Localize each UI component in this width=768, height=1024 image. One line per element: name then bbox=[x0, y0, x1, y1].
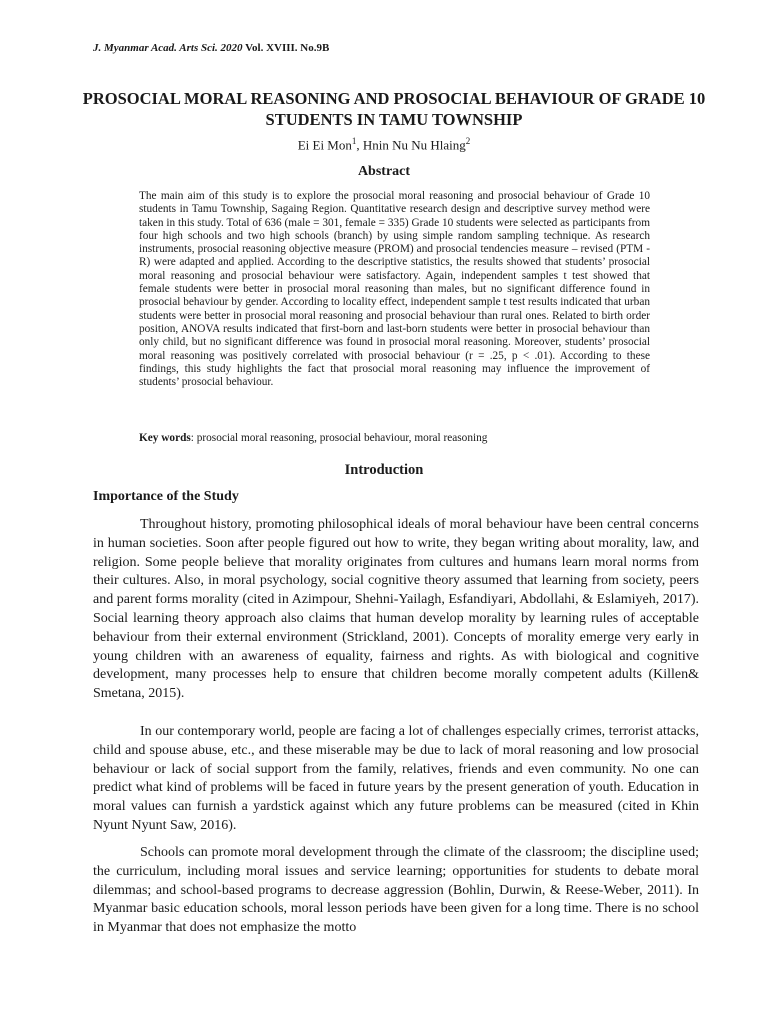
journal-citation bbox=[93, 42, 329, 54]
section-heading-introduction: Introduction bbox=[344, 462, 424, 478]
keywords-text: : prosocial moral reasoning, prosocial behaviour, moral reasoning bbox=[190, 432, 488, 444]
keywords-line bbox=[139, 432, 650, 445]
body-paragraph-3: Schools can promote moral development through the climate of the classroom; the discipline used; the curriculum, including moral issues and service learning; opportunities for students to debate moral dilemmas; and school-based programs to decrease aggression (Bohlin, Durwin, & Reese-Weber, 2011). In Myanmar basic education schools, moral lesson periods have been given for a long time. There is no school in Myanmar that does not emphasize the motto bbox=[93, 845, 699, 936]
abstract-text: The main aim of this study is to explore the prosocial moral reasoning and prosocial behaviour of Grade 10 students in Tamu Township, Sagaing Region. Quantitative research design and descriptive survey method were taken in this study. Total of 636 (male = 301, female = 335) Grade 10 students were selected as participants from four high schools and two high schools (branch) by using simple random sampling technique. As research instruments, prosocial reasoning objective measure (PROM) and prosocial tendencies measure – revised (PTM - R) were adapted and applied. According to the descriptive statistics, the results showed that students’ prosocial moral reasoning and prosocial behaviour were satisfactory. Again, independent samples t test showed that female students were better in prosocial moral reasoning than males, but no significant difference found in prosocial behaviour by gender. According to locality effect, independent sample t test results indicated that urban students were better in prosocial moral reasoning and prosocial behaviour than rural ones. Related to birth order position, ANOVA results indicated that first-born and last-born students were better in prosocial behaviour than only child, but no significant difference was found in prosocial moral reasoning. Moreover, students’ prosocial moral reasoning was positively correlated with prosocial behaviour (r = .25, p < .01). According to these findings, this study highlights the fact that prosocial moral reasoning may influence the improvement of students’ prosocial behaviour. bbox=[139, 190, 650, 389]
author-line bbox=[0, 136, 768, 153]
author-1-affiliation-mark: 1 bbox=[351, 136, 357, 146]
body-paragraph-1: Throughout history, promoting philosophical ideals of moral behaviour have been central concerns in human societies. Soon after people figured out how to write, they began writing about morality, law, and religion. Some people believe that morality originates from cultures and humans learn moral norms from their cultures. Also, in moral psychology, social cognitive theory assumed that learning from society, peers and parent forms morality (cited in Azimpour, Shehni-Yailagh, Esfandiyari, Abdollahi, & Eslamiyeh, 2017). Social learning theory approach also claims that human develop morality by learning rules of acceptable behaviour from their external environment (Strickland, 2001). Concepts of morality emerge very early in young children with an awareness of equality, fairness and rights. As with biological and cognitive development, many processes help to ensure that children become morally competent adults (Killen& Smetana, 2015). bbox=[93, 517, 699, 702]
subsection-heading-importance: Importance of the Study bbox=[93, 489, 239, 504]
author-1: Ei Ei Mon bbox=[297, 137, 352, 153]
author-separator: , bbox=[356, 137, 363, 153]
body-paragraph-2: In our contemporary world, people are facing a lot of challenges especially crimes, terrorist attacks, child and spouse abuse, etc., and these miserable may be due to lack of moral reasoning and low prosocial behaviour or lack of social support from the family, relatives, friends and even community. No one can predict what kind of problems will be faced in future years by the present generation of youth. Education in moral values can furnish a yardstick against which any future problems can be measured (cited in Khin Nyunt Nyunt Saw, 2016). bbox=[93, 724, 699, 833]
journal-volume: Vol. XVIII. No.9B bbox=[242, 42, 330, 54]
keywords-label: Key words bbox=[139, 432, 191, 444]
abstract-heading: Abstract bbox=[357, 164, 411, 179]
author-2: Hnin Nu Nu Hlaing bbox=[362, 137, 466, 153]
paper-title: PROSOCIAL MORAL REASONING AND PROSOCIAL BEHAVIOUR OF GRADE 10 STUDENTS IN TAMU TOWNSHIP bbox=[82, 89, 706, 129]
author-2-affiliation-mark: 2 bbox=[465, 136, 471, 146]
journal-name: J. Myanmar Acad. Arts Sci. 2020 bbox=[93, 42, 243, 54]
